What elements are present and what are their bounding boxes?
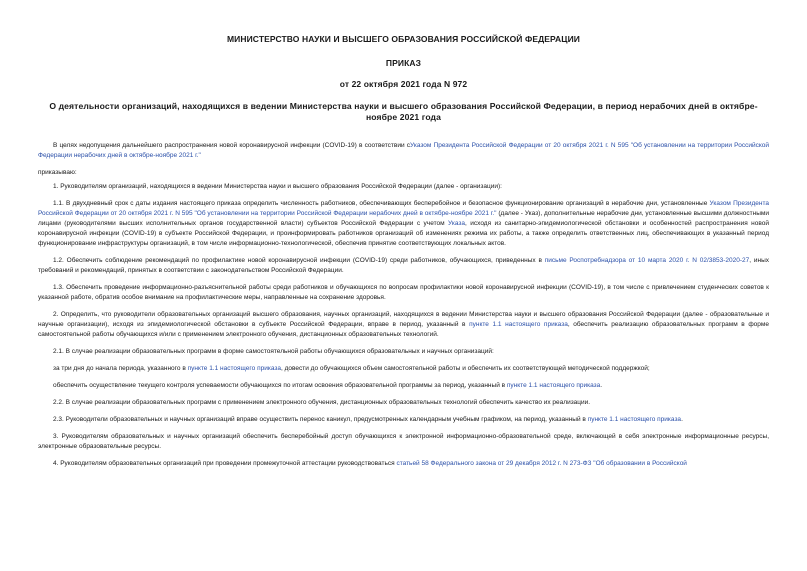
link-ukaz-595[interactable]: Указом Президента Российской Федерации от 20 октября 2021 г. N 595 "Об установлении на территории Российской Федерации нерабочих дней в октябре-ноябре 2021 г." — [38, 200, 769, 217]
paragraph-text: 1.2. Обеспечить соблюдение рекомендаций по профилактике новой коронавирусной инфекции (COVID-19) среди работников, обучающихся, приведенных в — [53, 257, 542, 264]
link-punkt-1-1[interactable]: пункте 1.1 настоящего приказа — [587, 416, 682, 423]
paragraph-2-3 — [38, 415, 769, 425]
paragraph-text: 4. Руководителям образовательных организаций при проведении промежуточной аттестации руководствоваться — [53, 460, 395, 467]
paragraph-2-1-b — [38, 381, 769, 391]
document-body — [38, 141, 769, 469]
paragraph-text: 2. Определить, что руководители образовательных организаций высшего образования, научных организаций, находящихся в ведении Министерства науки и высшего образования Российской Федерации (далее - образовательные и научные организации), исходя из эпидемиологической обстановки в субъекте Российской Федерации, вправе в период, указанный в — [38, 311, 769, 328]
link-rospotrebnadzor-letter[interactable]: письме Роспотребнадзора от 10 марта 2020 г. N 02/3853-2020-27 — [544, 257, 750, 264]
document-type: ПРИКАЗ — [385, 58, 422, 68]
link-punkt-1-1[interactable]: пункте 1.1 настоящего приказа — [469, 321, 568, 328]
paragraph-1-3: 1.3. Обеспечить проведение информационно-разъяснительной работы среди работников и обучающихся по вопросам профилактики новой коронавирусной инфекции (COVID-19), в том числе с привлечением студенческих советов к указанной работе, обратив особое внимание на профилактические меры, направленные на сохранение здоровья. — [38, 284, 769, 301]
paragraph-text: , исходя из санитарно-эпидемиологической обстановки и особенностей распространения новой коронавирусной инфекции (COVID-19) в субъекте Российской Федерации, и проинформировать работников организаций об изменениях режима их работы, а также определить ответственных лиц, обеспечивающих в указанный период функционирование инфраструктуры организаций, в том числе информационно-технологической, обеспечив принятие соответствующих локальных актов. — [38, 220, 769, 247]
paragraph-text: , довести до обучающихся объем самостоятельной работы и обеспечить их соответствующей методической поддержкой; — [280, 365, 650, 372]
link-punkt-1-1[interactable]: пункте 1.1 настоящего приказа — [187, 365, 281, 372]
document-title: О деятельности организаций, находящихся в ведении Министерства науки и высшего образования Российской Федерации, в период нерабочих дней в октябре-ноябре 2021 года — [49, 101, 758, 122]
document-date-number: от 22 октября 2021 года N 972 — [339, 79, 468, 89]
paragraph-text: , иных требований и рекомендаций, принятых в соответствии с законодательством Российской Федерации. — [38, 257, 769, 274]
paragraph-2-2: 2.2. В случае реализации образовательных программ с применением электронного обучения, дистанционных образовательных технологий обеспечить качество их реализации. — [53, 399, 591, 406]
paragraph-1: 1. Руководителям организаций, находящихся в ведении Министерства науки и высшего образования Российской Федерации (далее - организации): — [53, 183, 502, 190]
link-ukaz-595[interactable]: Указом Президента Российской Федерации от 20 октября 2021 г. N 595 "Об установлении на территории Российской Федерации нерабочих дней в октябре-ноябре 2021 г." — [38, 142, 769, 159]
paragraph-2-1-a — [38, 364, 769, 374]
link-federal-law-273[interactable]: статьей 58 Федерального закона от 29 декабря 2012 г. N 273-ФЗ "Об образовании в Российской — [396, 460, 687, 467]
paragraph-text: (далее - Указ), дополнительные нерабочие дни, установленные высшими должностными лицами (руководителями высших исполнительных органов государственной власти) субъектов Российской Федерации с учетом — [38, 210, 769, 227]
paragraph-3: 3. Руководителям образовательных и научных организаций обеспечить бесперебойный доступ обучающихся к электронной информационно-образовательной среде, включающей в себя электронные информационные ресурсы, электронные образовательные ресурсы. — [38, 433, 769, 450]
paragraph-intro — [38, 141, 769, 161]
paragraph-text: . — [600, 382, 603, 389]
paragraph-text: обеспечить осуществление текущего контроля успеваемости обучающихся по итогам освоения образовательной программы за период, указанный в — [53, 382, 506, 389]
paragraph-text: за три дня до начала периода, указанного в — [53, 365, 186, 372]
link-punkt-1-1[interactable]: пункте 1.1 настоящего приказа — [506, 382, 601, 389]
paragraph-text: 2.3. Руководители образовательных и научных организаций вправе осуществить перенос каникул, предусмотренных календарным учебным графиком, на период, указанный в — [53, 416, 586, 423]
paragraph-2 — [38, 310, 769, 340]
paragraph-1-2 — [38, 256, 769, 276]
link-ukaz[interactable]: Указа — [448, 220, 466, 227]
paragraph-text: 1.1. В двухдневный срок с даты издания настоящего приказа определить численность работников, обеспечивающих бесперебойное и безопасное функционирование организаций в нерабочие дни, установленные — [53, 200, 708, 207]
paragraph-text: . — [681, 416, 683, 423]
paragraph-text: В целях недопущения дальнейшего распространения новой коронавирусной инфекции (COVID-19) в соответствии с — [53, 142, 411, 149]
paragraph-1-1 — [38, 199, 769, 249]
paragraph-2-1: 2.1. В случае реализации образовательных программ в форме самостоятельной работы обучающихся образовательных и научных организаций: — [53, 348, 494, 355]
paragraph-4 — [38, 459, 769, 469]
paragraph-prikazyvayu: приказываю: — [38, 169, 77, 176]
paragraph-text: , обеспечить реализацию образовательных программ в форме самостоятельной работы обучающихся и/или с применением электронного обучения, дистанционных образовательных технологий. — [38, 321, 769, 338]
ministry-name: МИНИСТЕРСТВО НАУКИ И ВЫСШЕГО ОБРАЗОВАНИЯ РОССИЙСКОЙ ФЕДЕРАЦИИ — [226, 34, 581, 44]
